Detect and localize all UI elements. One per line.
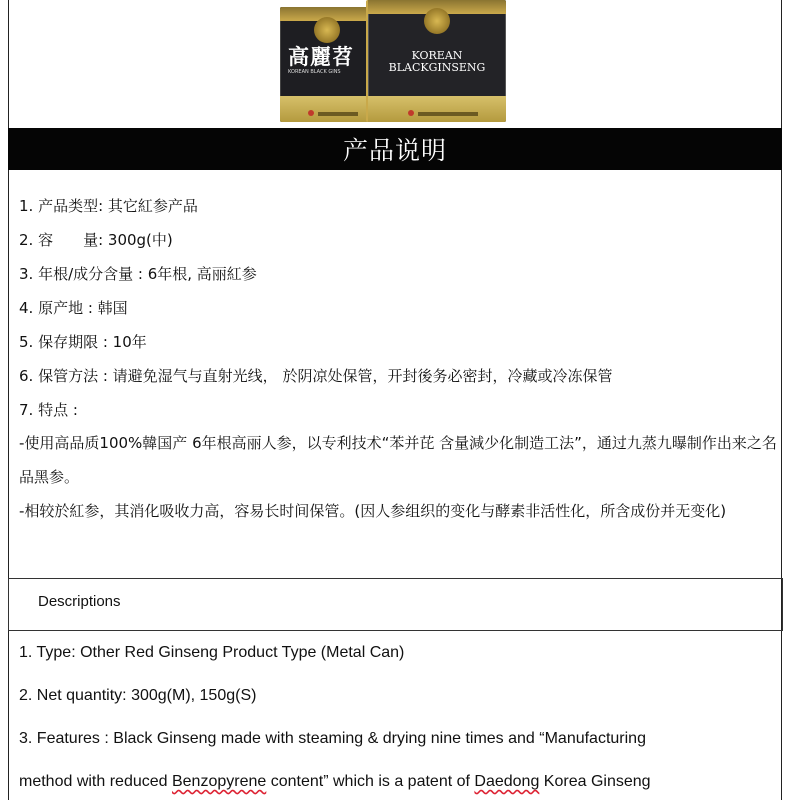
ginseng-can-front (366, 0, 506, 122)
en-spec-type: 1. Type: Other Red Ginseng Product Type (Metal Can) (19, 644, 405, 661)
can-back-title: 高麗苕 (288, 44, 354, 69)
product-image (270, 0, 520, 128)
can-front-title-line2: BLACKGINSENG (388, 61, 486, 74)
descriptions-heading: Descriptions (38, 593, 121, 610)
page-border-left (8, 0, 9, 800)
emblem-icon (314, 17, 340, 43)
can-back-subtitle: KOREAN BLACK GINS (288, 69, 341, 75)
spec-capacity: 2. 容 量: 300g(中) (19, 231, 173, 249)
spellcheck-word: Benzopyrene (171, 773, 267, 790)
en-spec-features: 3. Features : Black Ginseng made with steaming & drying nine times and “Manufacturing (19, 730, 646, 747)
maker-logo-icon (308, 110, 314, 116)
spec-product-type: 1. 产品类型: 其它紅参产品 (19, 197, 198, 215)
section-title-bar (8, 128, 782, 170)
feature-item: -相较於紅参，其消化吸收力高，容易长时间保管。(因人参组织的变化与酵素非活性化，所含成份并无变化) (19, 502, 727, 520)
spec-shelf-life: 5. 保存期限 : 10年 (19, 333, 147, 351)
spec-storage: 6. 保管方法 : 请避免湿气与直射光线， 於阴凉处保管，开封後务必密封，冷藏或冷冻保管 (19, 367, 613, 385)
maker-logo-icon (408, 110, 414, 116)
spec-origin: 4. 原产地 : 韩国 (19, 299, 128, 317)
section-title: 产品说明 (342, 136, 447, 165)
feature-item: -使用高品质100%韓国产 6年根高丽人参，以专利技术“苯并芘 含量減少化制造工法”，通过九蒸九曝制作出来之名品黑参。 (19, 434, 777, 486)
can-front-title-line1: KOREAN (411, 49, 463, 62)
page-border-right (781, 0, 782, 800)
spec-age-content: 3. 年根/成分含量 : 6年根, 高丽紅参 (19, 265, 257, 283)
spec-features-label: 7. 特点 : (19, 401, 78, 419)
en-spec-net-quantity: 2. Net quantity: 300g(M), 150g(S) (19, 687, 257, 704)
emblem-icon (424, 8, 450, 34)
spellcheck-word: Daedong (474, 773, 540, 790)
descriptions-header-box (8, 578, 783, 631)
en-spec-features-continued: method with reduced Benzopyrene content” which is a patent of Daedong Korea Ginseng (19, 773, 651, 790)
ginseng-can-back (280, 7, 375, 122)
